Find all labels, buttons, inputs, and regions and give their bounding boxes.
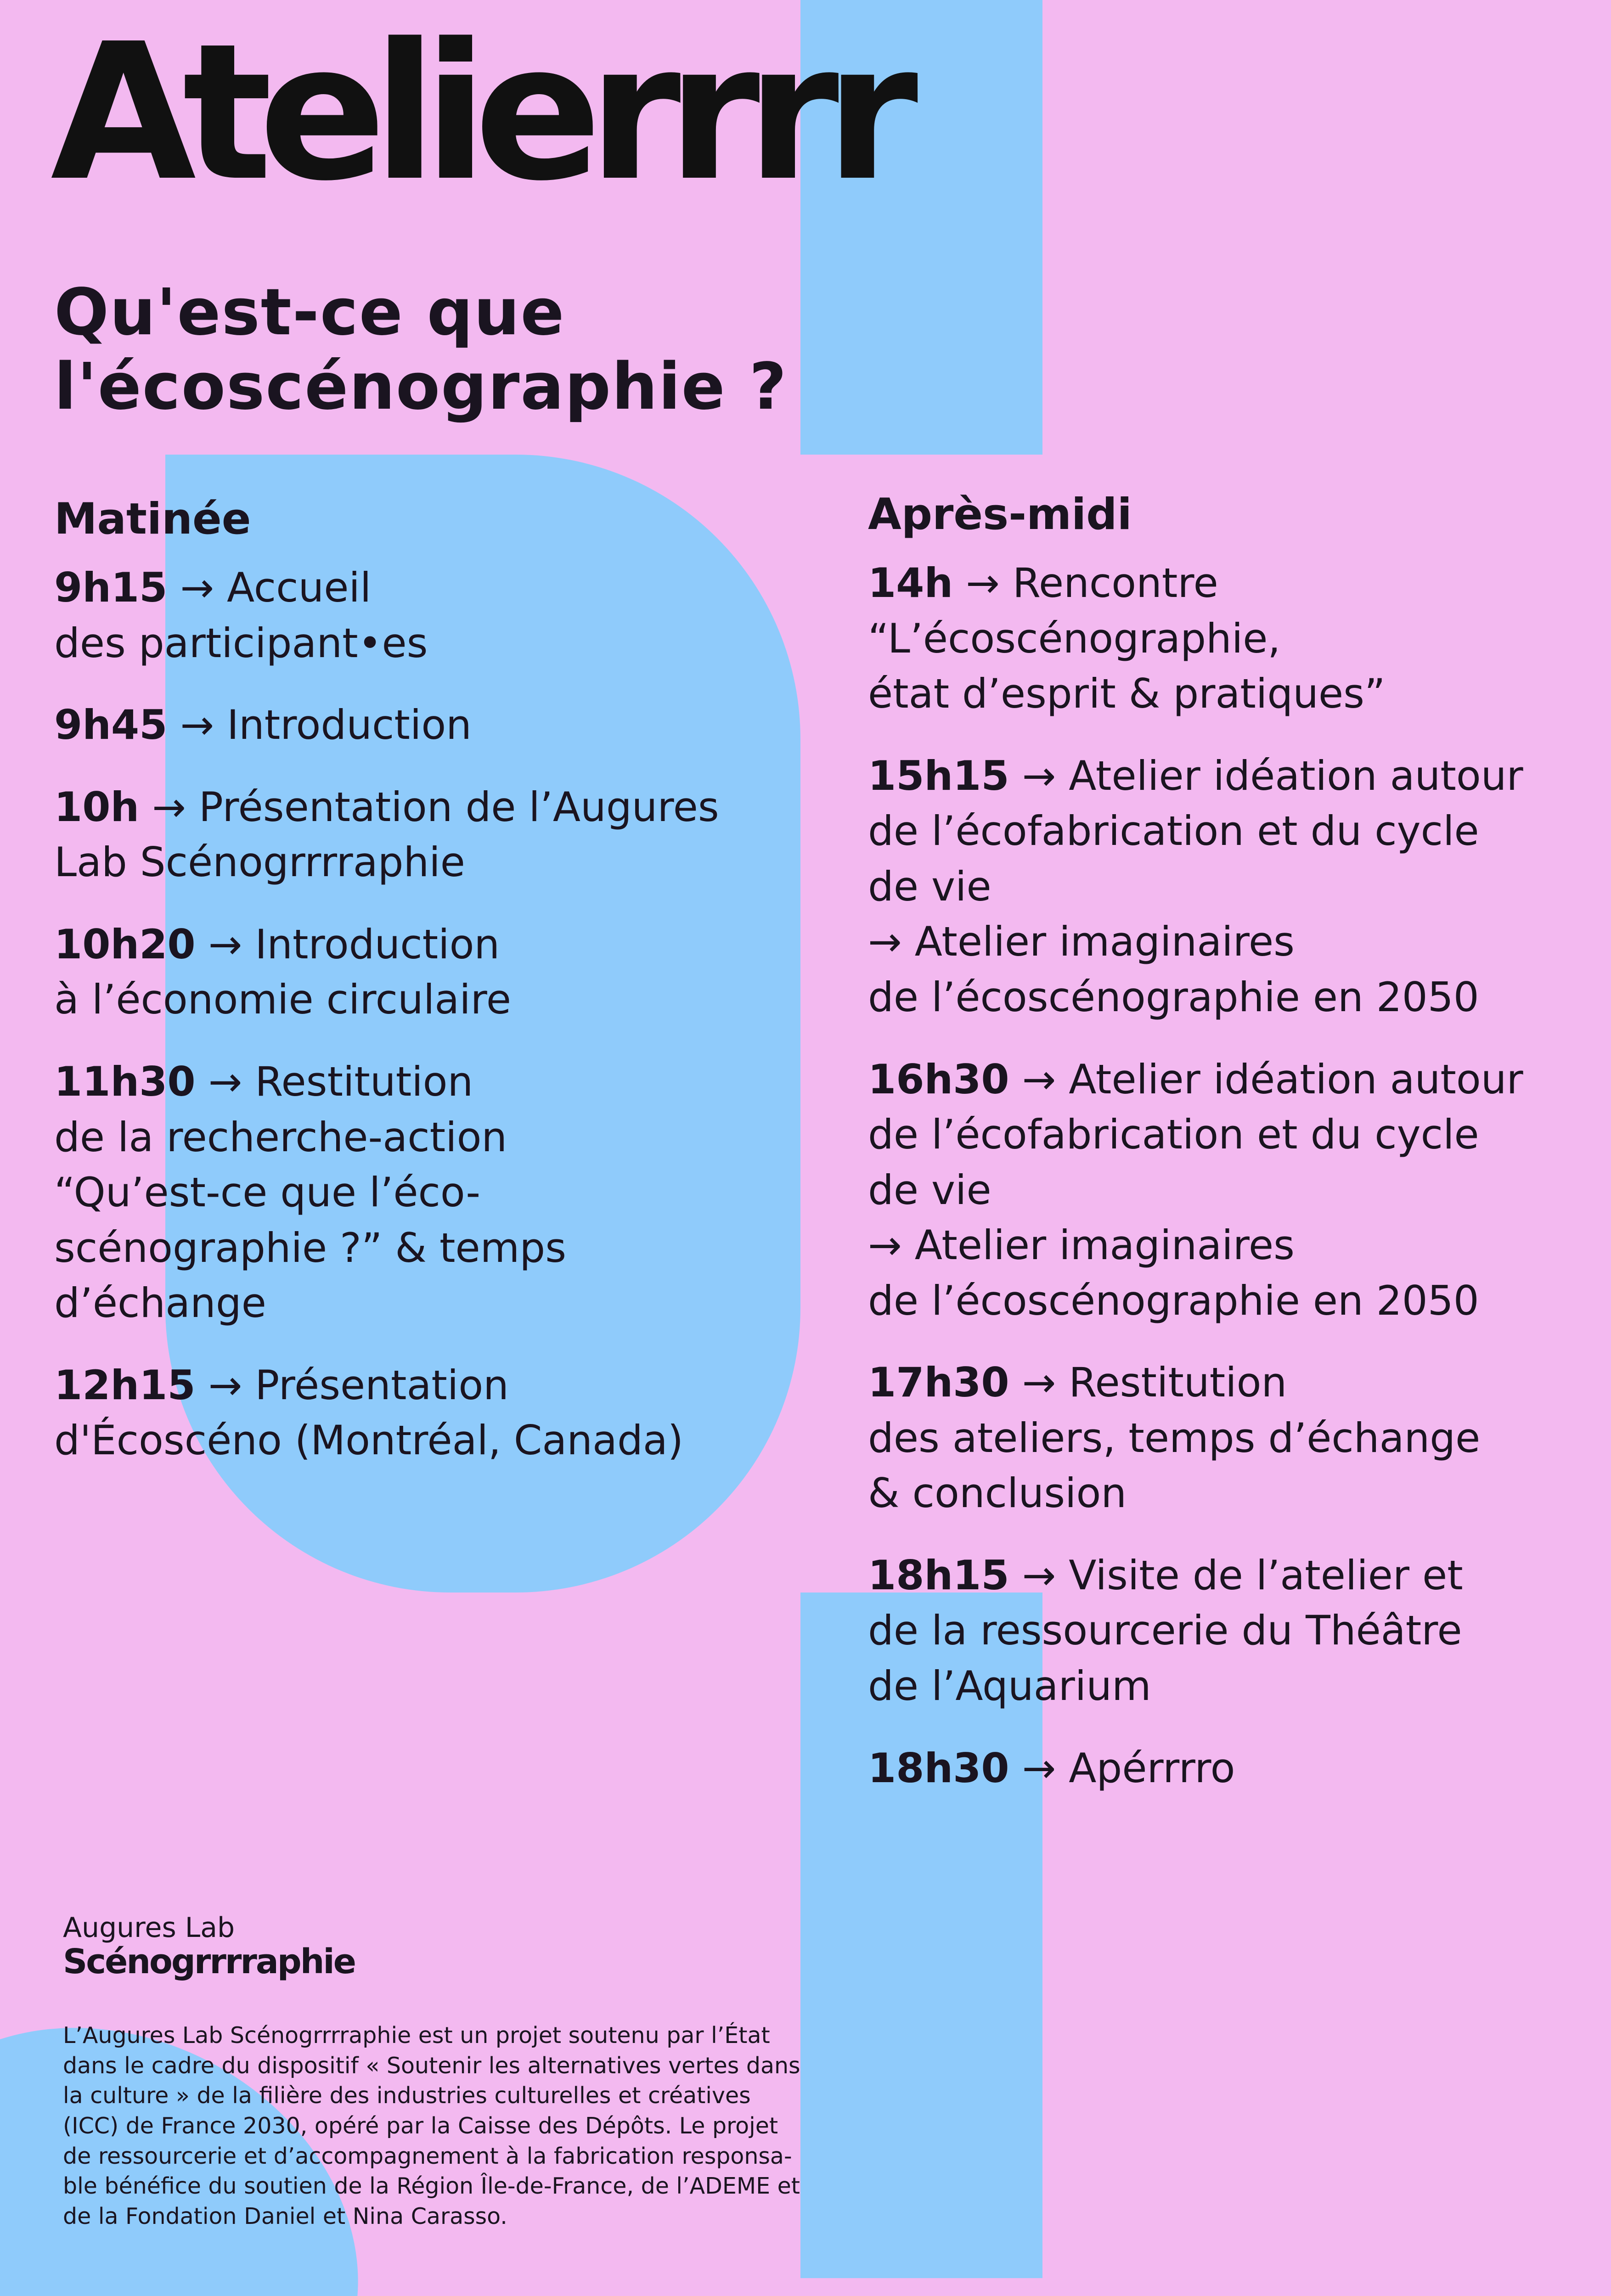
arrow-icon: → xyxy=(208,920,242,968)
schedule-item xyxy=(54,780,807,890)
poster-title: Atelierrrr xyxy=(51,3,905,222)
schedule-item xyxy=(868,1355,1584,1521)
schedule-time: 14h xyxy=(868,559,953,607)
footer-line: la culture » de la filière des industries culturelles et créatives xyxy=(63,2082,751,2109)
footer-line: L’Augures Lab Scénogrrrraphie est un projet soutenu par l’État xyxy=(63,2022,770,2048)
schedule-item xyxy=(54,698,807,753)
schedule-line xyxy=(54,1413,807,1469)
subtitle-line: Qu'est-ce que xyxy=(54,275,565,350)
schedule-item xyxy=(54,917,807,1028)
schedule-line xyxy=(54,1054,807,1110)
schedule-text: à l’économie circulaire xyxy=(54,976,512,1024)
schedule-text: Visite de l’atelier et xyxy=(1069,1551,1463,1599)
schedule-time: 11h30 xyxy=(54,1058,196,1106)
schedule-line xyxy=(868,859,1584,915)
schedule-line xyxy=(868,1466,1584,1521)
schedule-text: Atelier idéation autour xyxy=(1069,1055,1523,1103)
footer-line: dans le cadre du dispositif « Soutenir les alternatives vertes dans xyxy=(63,2052,800,2079)
schedule-line xyxy=(54,1110,807,1165)
morning-heading: Matinée xyxy=(54,494,251,544)
schedule-line xyxy=(868,556,1584,611)
schedule-line xyxy=(868,1603,1584,1659)
schedule-line xyxy=(54,917,807,973)
schedule-text: Lab Scénogrrrraphie xyxy=(54,838,465,886)
schedule-time: 10h20 xyxy=(54,920,196,968)
schedule-text: → Atelier imaginaires xyxy=(868,1221,1295,1269)
arrow-icon: → xyxy=(208,1361,242,1409)
schedule-time: 15h15 xyxy=(868,752,1009,799)
schedule-text: Restitution xyxy=(255,1058,473,1106)
schedule-line xyxy=(868,748,1584,804)
arrow-icon: → xyxy=(1022,1055,1056,1103)
schedule-line xyxy=(868,1052,1584,1108)
schedule-item xyxy=(54,1054,807,1331)
schedule-line xyxy=(868,1659,1584,1714)
schedule-text: de l’écofabrication et du cycle xyxy=(868,1111,1479,1159)
schedule-time: 9h15 xyxy=(54,564,168,612)
schedule-item xyxy=(868,1052,1584,1329)
schedule-time: 9h45 xyxy=(54,701,168,749)
schedule-line xyxy=(54,972,807,1028)
logo-line-2: Scénogrrrraphie xyxy=(63,1942,355,1981)
schedule-line xyxy=(54,835,807,890)
schedule-text: d'Écoscéno (Montréal, Canada) xyxy=(54,1417,684,1464)
schedule-line xyxy=(868,914,1584,970)
afternoon-items xyxy=(868,556,1584,1796)
schedule-text: de la ressourcerie du Théâtre xyxy=(868,1607,1462,1654)
schedule-text: des ateliers, temps d’échange xyxy=(868,1414,1481,1462)
schedule-text: & conclusion xyxy=(868,1469,1127,1517)
morning-items xyxy=(54,560,807,1469)
schedule-text: de l’écoscénographie en 2050 xyxy=(868,1277,1479,1324)
schedule-text: Accueil xyxy=(227,564,372,612)
footer-line: ble bénéfice du soutien de la Région Île-de-France, de l’ADEME et xyxy=(63,2173,800,2200)
augures-lab-logo xyxy=(63,1911,355,1980)
schedule-item xyxy=(868,748,1584,1025)
arrow-icon: → xyxy=(208,1058,242,1106)
arrow-icon: → xyxy=(1022,752,1056,799)
schedule-line xyxy=(54,616,807,671)
schedule-text: → Atelier imaginaires xyxy=(868,918,1295,966)
arrow-icon: → xyxy=(966,559,1000,607)
schedule-text: Apérrrro xyxy=(1069,1744,1235,1792)
schedule-item xyxy=(868,556,1584,722)
arrow-icon: → xyxy=(180,701,214,749)
schedule-text: de vie xyxy=(868,862,991,910)
schedule-text: “Qu’est-ce que l’éco- xyxy=(54,1169,481,1216)
schedule-line xyxy=(868,804,1584,859)
funding-notice xyxy=(63,2020,885,2232)
schedule-line xyxy=(868,1273,1584,1329)
subtitle-line: l'écoscénographie ? xyxy=(54,349,788,425)
schedule-time: 16h30 xyxy=(868,1055,1009,1103)
schedule-line xyxy=(868,1548,1584,1604)
schedule-time: 17h30 xyxy=(868,1359,1009,1407)
footer-line: de la Fondation Daniel et Nina Carasso. xyxy=(63,2203,507,2229)
schedule-line xyxy=(868,1355,1584,1411)
schedule-text: Présentation de l’Augures xyxy=(198,783,719,831)
schedule-text: de la recherche-action xyxy=(54,1113,507,1161)
schedule-text: de vie xyxy=(868,1166,991,1214)
schedule-text: Présentation xyxy=(255,1361,509,1409)
schedule-text: Rencontre xyxy=(1012,559,1218,607)
logo-line-1: Augures Lab xyxy=(63,1912,235,1944)
schedule-line xyxy=(54,1221,807,1276)
schedule-line xyxy=(54,1165,807,1221)
schedule-text: “L’écoscénographie, xyxy=(868,614,1281,662)
footer-line: de ressourcerie et d’accompagnement à la fabrication responsa- xyxy=(63,2143,792,2169)
schedule-line xyxy=(54,1358,807,1413)
schedule-text: état d’esprit & pratiques” xyxy=(868,670,1386,718)
schedule-time: 12h15 xyxy=(54,1361,196,1409)
schedule-item xyxy=(868,1548,1584,1714)
arrow-icon: → xyxy=(180,564,214,612)
schedule-text: Introduction xyxy=(227,701,472,749)
schedule-time: 18h15 xyxy=(868,1551,1009,1599)
schedule-text: scénographie ?” & temps xyxy=(54,1224,567,1272)
schedule-text: Atelier idéation autour xyxy=(1069,752,1523,799)
afternoon-heading: Après-midi xyxy=(868,490,1132,540)
schedule-item xyxy=(54,1358,807,1469)
arrow-icon: → xyxy=(152,783,186,831)
footer-line: (ICC) de France 2030, opéré par la Caisse des Dépôts. Le projet xyxy=(63,2112,778,2139)
schedule-text: des participant•es xyxy=(54,619,428,667)
afternoon-schedule xyxy=(868,487,1584,1823)
schedule-line xyxy=(868,666,1584,722)
schedule-text: Introduction xyxy=(255,920,500,968)
schedule-text: Restitution xyxy=(1069,1359,1287,1407)
schedule-text: de l’écoscénographie en 2050 xyxy=(868,974,1479,1021)
arrow-icon: → xyxy=(1022,1359,1056,1407)
arrow-icon: → xyxy=(1022,1744,1056,1792)
schedule-line xyxy=(54,560,807,616)
schedule-text: de l’écofabrication et du cycle xyxy=(868,807,1479,855)
schedule-line xyxy=(868,970,1584,1025)
morning-schedule xyxy=(54,491,807,1495)
schedule-line xyxy=(868,1741,1584,1796)
poster-subtitle xyxy=(54,276,788,425)
schedule-time: 10h xyxy=(54,783,140,831)
schedule-line xyxy=(868,1107,1584,1163)
schedule-line xyxy=(868,1411,1584,1466)
schedule-text: de l’Aquarium xyxy=(868,1662,1151,1710)
schedule-time: 18h30 xyxy=(868,1744,1009,1792)
schedule-line xyxy=(54,1276,807,1331)
arrow-icon: → xyxy=(1022,1551,1056,1599)
schedule-line xyxy=(54,780,807,835)
schedule-item xyxy=(868,1741,1584,1796)
schedule-text: d’échange xyxy=(54,1279,266,1327)
schedule-item xyxy=(54,560,807,671)
schedule-line xyxy=(54,698,807,753)
schedule-line xyxy=(868,611,1584,667)
schedule-line xyxy=(868,1218,1584,1273)
schedule-line xyxy=(868,1163,1584,1218)
